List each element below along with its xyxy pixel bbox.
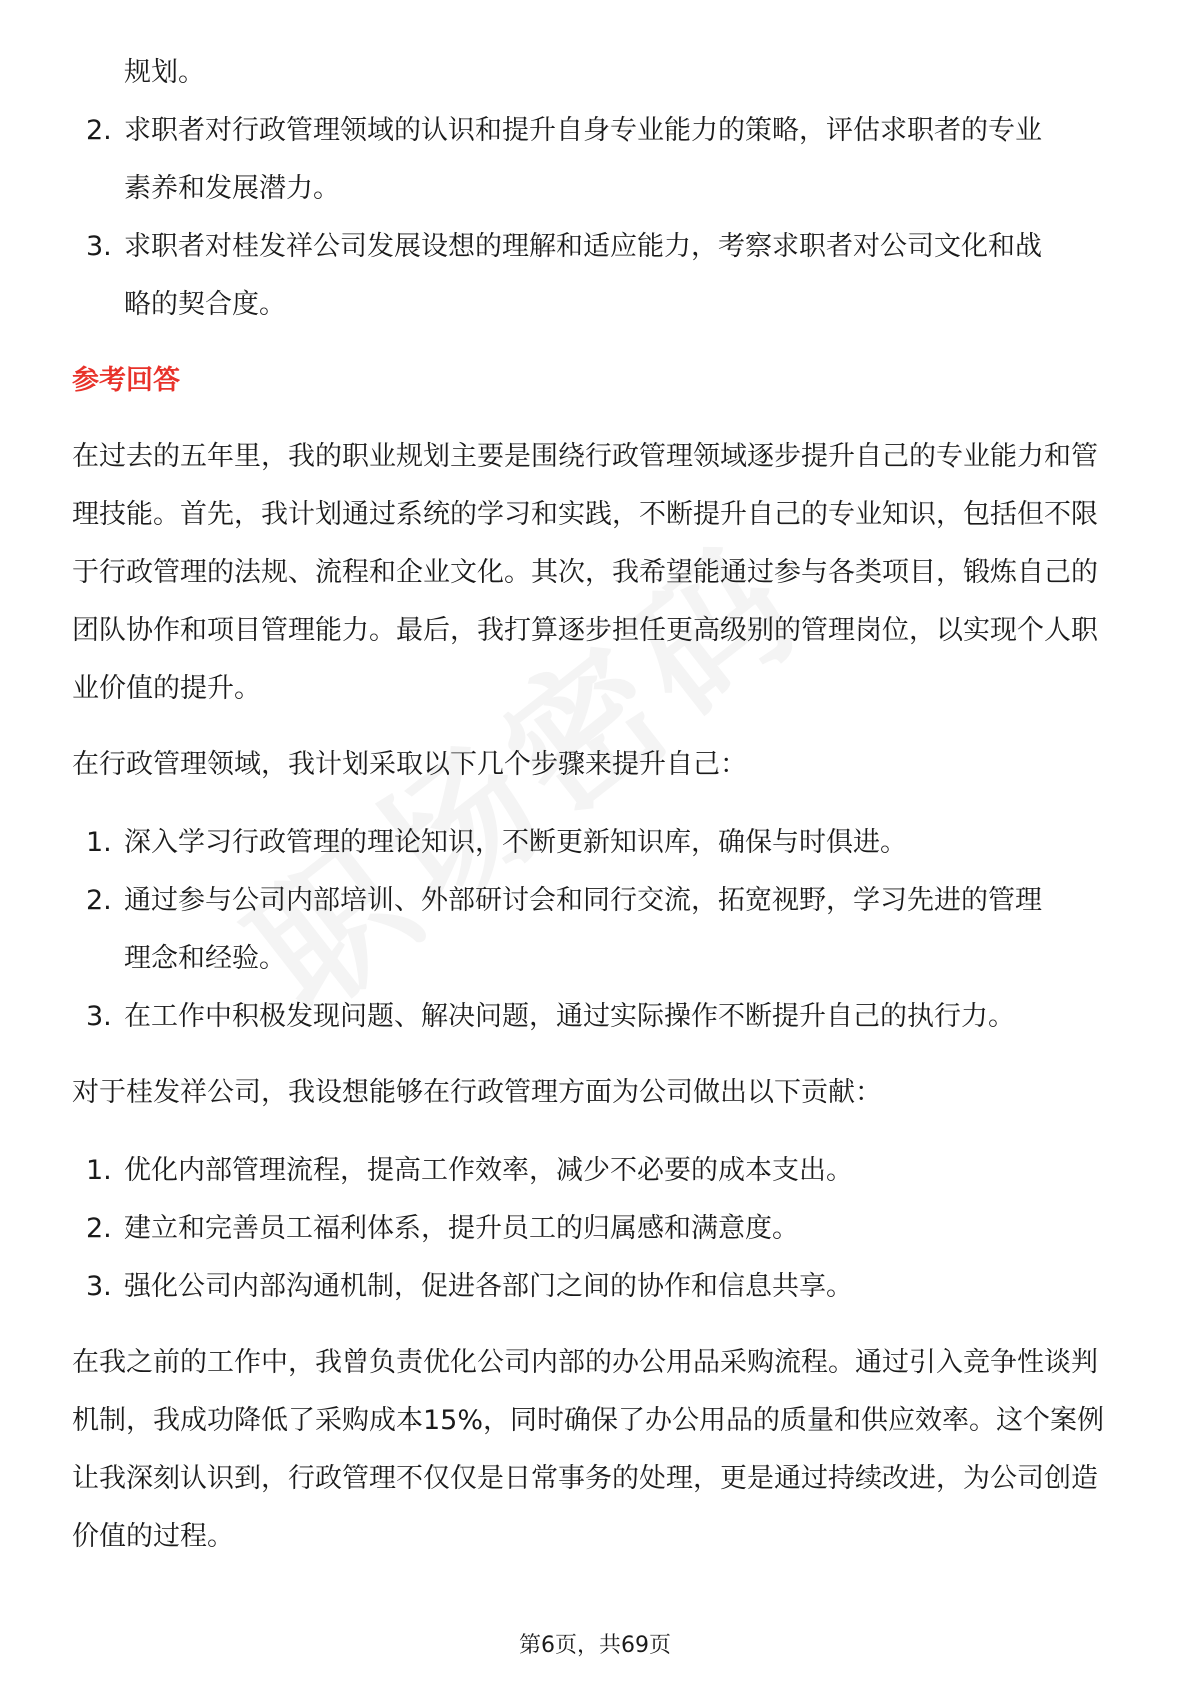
list-text: 略的契合度。 [124, 289, 286, 320]
list-item [72, 102, 1120, 218]
list-item [72, 814, 1120, 872]
list-text: 强化公司内部沟通机制，促进各部门之间的协作和信息共享。 [124, 1271, 853, 1302]
list-text: 求职者对桂发祥公司发展设想的理解和适应能力，考察求职者对公司文化和战 [124, 231, 1042, 262]
steps-list [72, 814, 1120, 1046]
list-text: 通过参与公司内部培训、外部研讨会和同行交流，拓宽视野，学习先进的管理 [124, 885, 1042, 916]
list-text: 建立和完善员工福利体系，提升员工的归属感和满意度。 [124, 1213, 799, 1244]
contribution-list [72, 1142, 1120, 1316]
list-item [72, 1142, 1120, 1200]
list-number: 2. [86, 885, 112, 916]
list-continuation: 规划。 [124, 57, 205, 88]
list-item [72, 218, 1120, 334]
answer-paragraph: 对于桂发祥公司，我设想能够在行政管理方面为公司做出以下贡献： [72, 1077, 882, 1108]
list-item [72, 1258, 1120, 1316]
list-number: 3. [86, 1271, 112, 1302]
list-number: 3. [86, 231, 112, 262]
list-number: 1. [86, 1155, 112, 1186]
list-text: 求职者对行政管理领域的认识和提升自身专业能力的策略，评估求职者的专业 [124, 115, 1042, 146]
list-text: 素养和发展潜力。 [124, 173, 340, 204]
list-number: 2. [86, 1213, 112, 1244]
answer-paragraph: 在行政管理领域，我计划采取以下几个步骤来提升自己： [72, 749, 747, 780]
page-footer: 第6页，共69页 [519, 1633, 671, 1658]
answer-paragraph: 在过去的五年里，我的职业规划主要是围绕行政管理领域逐步提升自己的专业能力和管理技能。首先，我计划通过系统的学习和实践，不断提升自己的专业知识，包括但不限于行政管理的法规、流程和企业文化。其次，我希望能通过参与各类项目，锻炼自己的团队协作和项目管理能力。最后，我打算逐步担任更高级别的管理岗位，以实现个人职业价值的提升。 [72, 441, 1098, 704]
list-number: 1. [86, 827, 112, 858]
list-text: 优化内部管理流程，提高工作效率，减少不必要的成本支出。 [124, 1155, 853, 1186]
section-heading: 参考回答 [72, 365, 180, 396]
list-number: 2. [86, 115, 112, 146]
list-text: 深入学习行政管理的理论知识，不断更新知识库，确保与时俱进。 [124, 827, 907, 858]
list-text: 理念和经验。 [124, 943, 286, 974]
list-item [72, 1200, 1120, 1258]
list-item [72, 988, 1120, 1046]
list-text: 在工作中积极发现问题、解决问题，通过实际操作不断提升自己的执行力。 [124, 1001, 1015, 1032]
list-number: 3. [86, 1001, 112, 1032]
page-content [72, 44, 1120, 1566]
list-item [72, 872, 1120, 988]
answer-paragraph: 在我之前的工作中，我曾负责优化公司内部的办公用品采购流程。通过引入竞争性谈判机制，我成功降低了采购成本15%，同时确保了办公用品的质量和供应效率。这个案例让我深刻认识到，行政管理不仅仅是日常事务的处理，更是通过持续改进，为公司创造价值的过程。 [72, 1347, 1105, 1552]
evaluation-list [72, 102, 1120, 334]
